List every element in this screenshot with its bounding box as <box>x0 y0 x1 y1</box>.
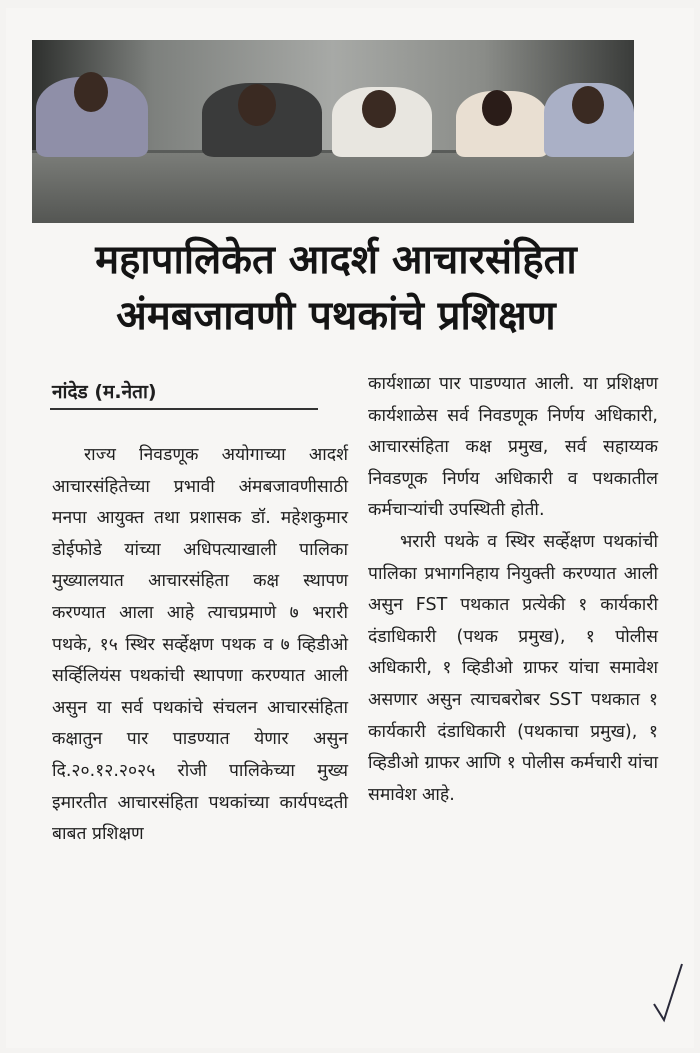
article-paragraph-2: भरारी पथके व स्थिर सर्व्हेक्षण पथकांची पालिका प्रभागनिहाय नियुक्ती करण्यात आली असुन FST पथकात प्रत्येकी १ कार्यकारी दंडाधिकारी (पथक प्रमुख), १ पोलीस अधिकारी, १ व्हिडीओ ग्राफर यांचा समावेश असणार असुन त्याचबरोबर SST पथकात १ कार्यकारी दंडाधिकारी (पथकाचा प्रमुख), १ व्हिडीओ ग्राफर आणि १ पोलीस कर्मचारी यांचा समावेश आहे. <box>368 531 658 805</box>
article-continuation: कार्यशाळा पार पाडण्यात आली. या प्रशिक्षण कार्यशाळेस सर्व निवडणूक निर्णय अधिकारी, आचारसंहिता कक्ष प्रमुख, सर्व सहाय्यक निवडणूक निर्णय अधिकारी व पथकातील कर्मचाऱ्यांची उपस्थिती होती. <box>368 374 658 521</box>
article-column-2 <box>368 369 658 811</box>
headline-line-2: अंमबजावणी पथकांचे प्रशिक्षण <box>116 293 556 339</box>
pen-tick-mark-icon <box>650 960 686 1024</box>
byline: नांदेड (म.नेता) <box>52 381 157 403</box>
byline-divider <box>50 408 318 410</box>
article-paragraph-1: राज्य निवडणूक अयोगाच्या आदर्श आचारसंहितेच्या प्रभावी अंमबजावणीसाठी मनपा आयुक्त तथा प्रशासक डॉ. महेशकुमार डोईफोडे यांच्या अधिपत्याखाली पालिका मुख्यालयात आचारसंहिता कक्ष स्थापण करण्यात आला आहे त्याचप्रमाणे ७ भरारी पथके, १५ स्थिर सर्व्हेक्षण पथक व ७ व्हिडीओ सर्व्हिलियंस पथकांची स्थापणा करण्यात आली असुन या सर्व पथकांचे संचलन आचारसंहिता कक्षातुन पार पाडण्यात येणार असुन दि.२०.१२.२०२५ रोजी पालिकेच्या मुख्य इमारतीत आचारसंहिता पथकांच्या कार्यपध्दती बाबत प्रशिक्षण <box>52 445 348 845</box>
meeting-photo <box>32 40 634 223</box>
article-column-1 <box>52 440 348 851</box>
headline-line-1: महापालिकेत आदर्श आचारसंहिता <box>95 237 577 283</box>
